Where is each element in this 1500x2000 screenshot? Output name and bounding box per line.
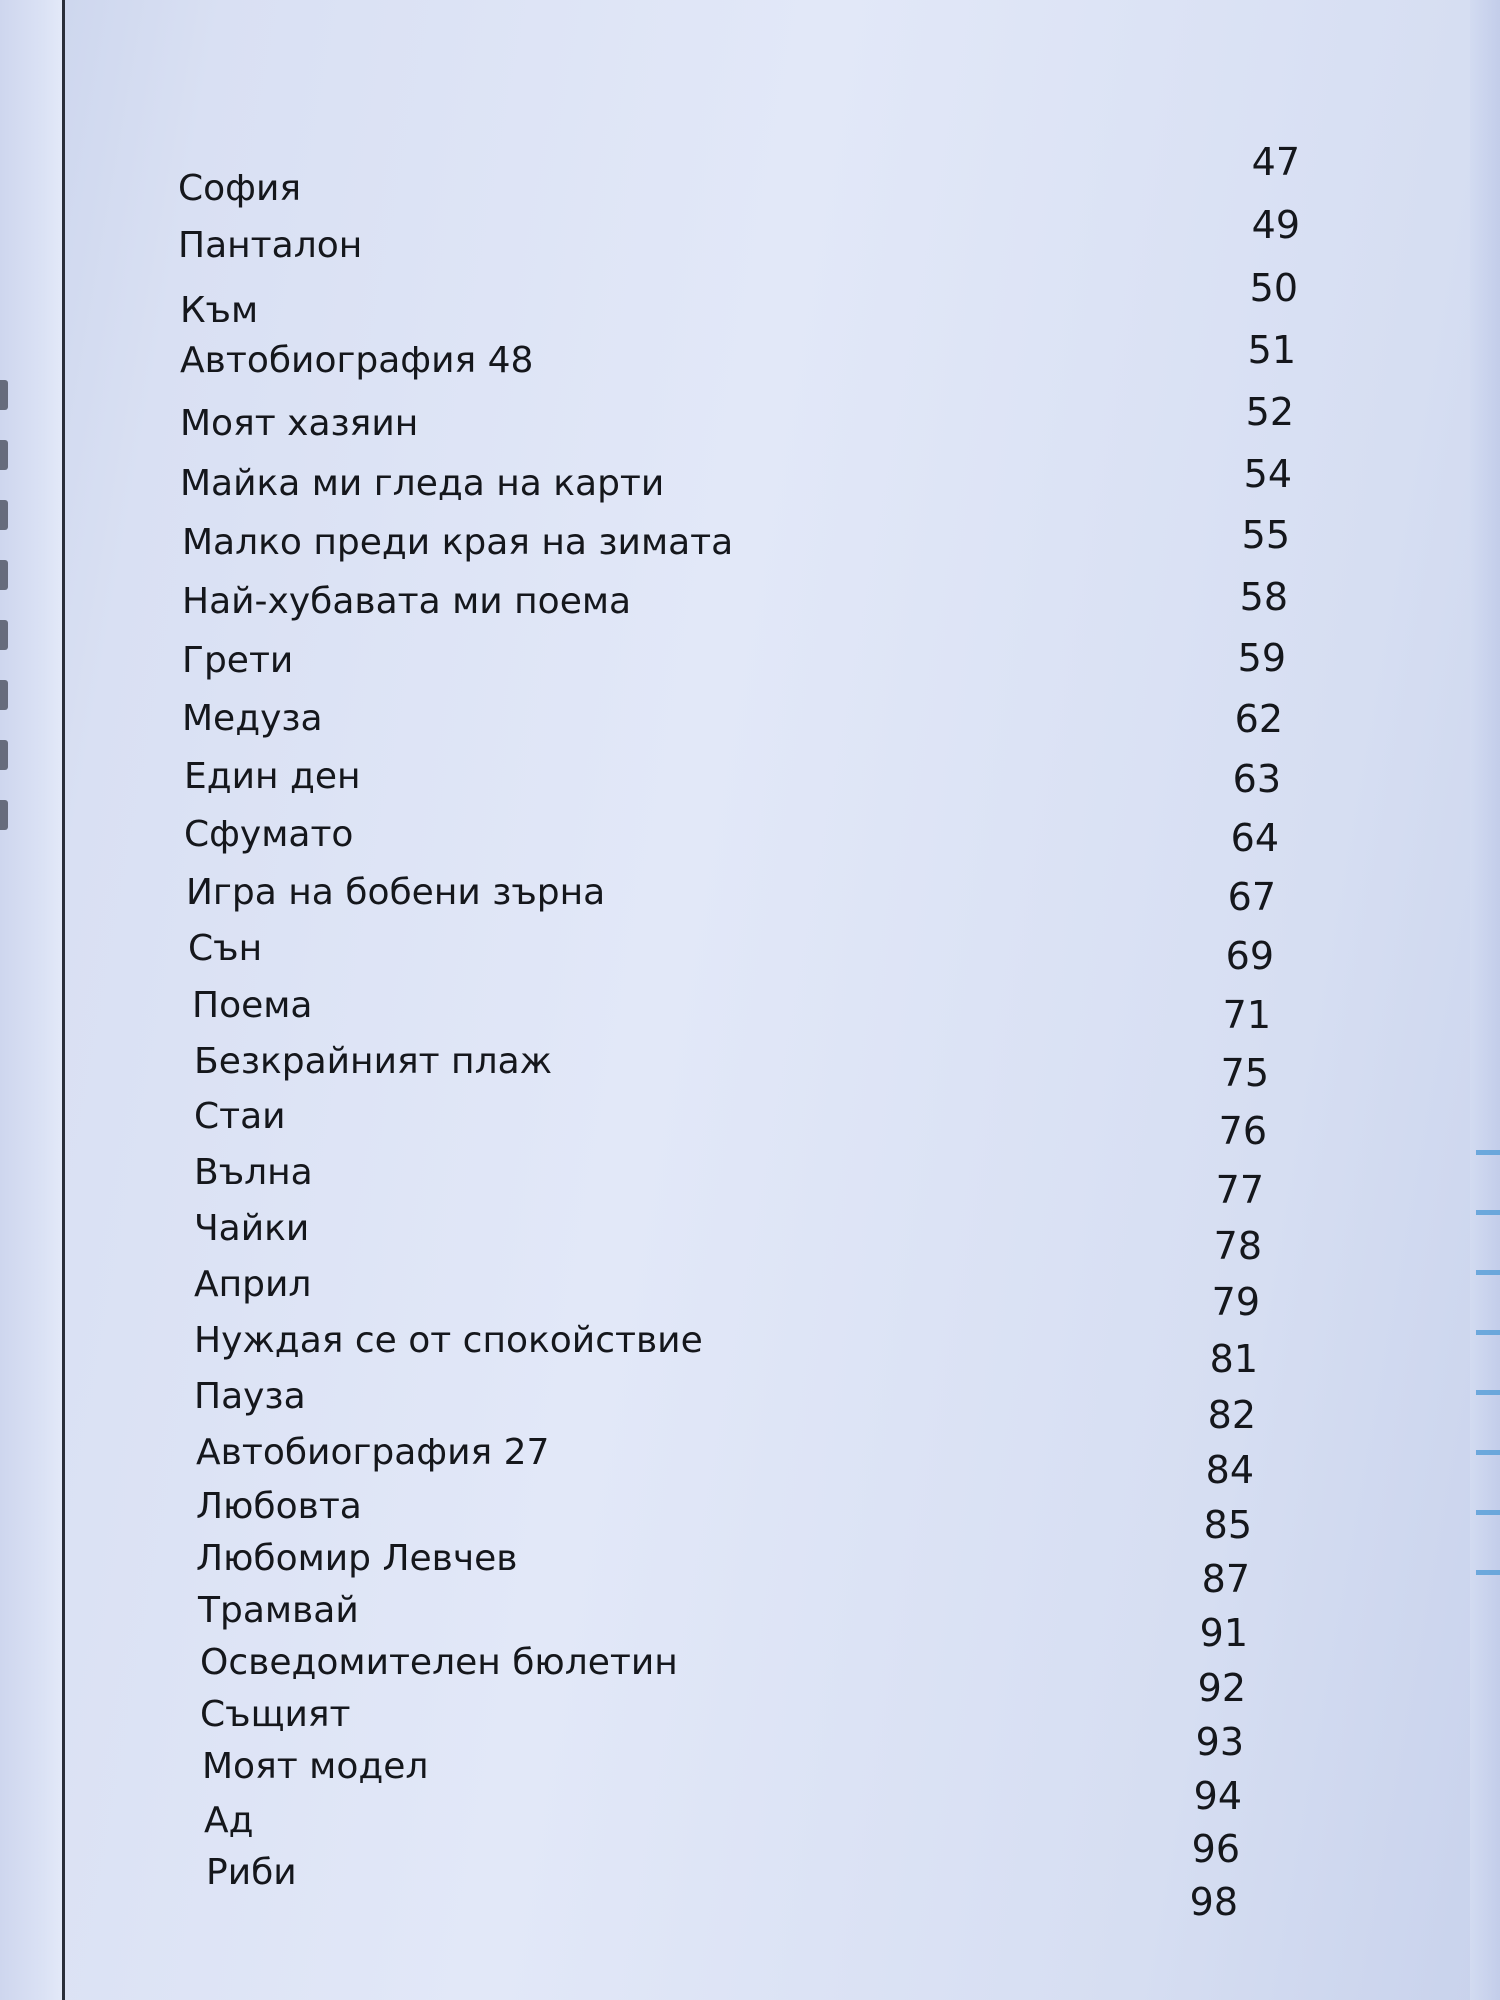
toc-entry-title: Вълна [194, 1152, 313, 1193]
toc-entry-page-number: 94 [1193, 1774, 1242, 1818]
toc-entry-title: Чайки [194, 1208, 310, 1249]
toc-entry-title: Моят хазяин [180, 403, 419, 444]
toc-entry-page-number: 82 [1207, 1393, 1256, 1437]
toc-entry-page-number: 91 [1199, 1611, 1248, 1655]
toc-entry-title: Панталон [178, 225, 363, 266]
toc-entry-title: Сън [188, 928, 263, 969]
toc-entry-title: Пауза [194, 1376, 306, 1417]
toc-entry-page-number: 51 [1247, 328, 1296, 372]
toc-entry-title: Малко преди края на зимата [182, 522, 734, 563]
toc-entry-page-number: 96 [1191, 1827, 1240, 1871]
toc-entry-title: Грети [182, 640, 294, 681]
toc-entry-page-number: 81 [1209, 1337, 1258, 1381]
toc-entry-page-number: 87 [1201, 1557, 1250, 1601]
toc-entry-title: Моят модел [202, 1746, 429, 1787]
toc-entry-page-number: 85 [1203, 1503, 1252, 1547]
toc-entry-page-number: 71 [1222, 993, 1271, 1037]
toc-entry-title: Същият [200, 1694, 351, 1735]
toc-entry-page-number: 67 [1227, 875, 1276, 919]
toc-entry-title: Стаи [194, 1096, 286, 1137]
toc-entry-page-number: 64 [1230, 816, 1279, 860]
toc-entry-title: Нуждая се от спокойствие [194, 1320, 703, 1361]
toc-entry-page-number: 49 [1251, 203, 1300, 247]
toc-entry-page-number: 69 [1225, 934, 1274, 978]
toc-entry-page-number: 52 [1245, 390, 1294, 434]
toc-entry-page-number: 58 [1239, 575, 1288, 619]
toc-entry-title: Любомир Левчев [196, 1538, 518, 1579]
toc-entry-title: Осведомителен бюлетин [200, 1642, 678, 1683]
toc-entry-page-number: 93 [1195, 1720, 1244, 1764]
toc-entry-page-number: 76 [1218, 1109, 1267, 1153]
toc-entry-title: Най-хубавата ми поема [182, 581, 632, 622]
toc-entry-page-number: 79 [1211, 1280, 1260, 1324]
toc-entry-title: Към [180, 290, 259, 331]
toc-entry-title: Ад [204, 1800, 254, 1841]
toc-entry-title: Медуза [182, 698, 323, 739]
toc-entry-title: Риби [206, 1852, 297, 1893]
toc-entry-title: Автобиография 27 [196, 1432, 550, 1473]
toc-entry-page-number: 77 [1215, 1168, 1264, 1212]
toc-entry-page-number: 47 [1251, 140, 1300, 184]
toc-entry-title: Майка ми гледа на карти [180, 463, 665, 504]
toc-entry-page-number: 50 [1249, 266, 1298, 310]
toc-entry-title: Сфумато [184, 814, 354, 855]
toc-entry-page-number: 75 [1220, 1051, 1269, 1095]
toc-entry-page-number: 84 [1205, 1448, 1254, 1492]
toc-entry-title: Любовта [196, 1486, 362, 1527]
toc-entry-title: Поема [192, 985, 313, 1026]
toc-entry-page-number: 59 [1237, 636, 1286, 680]
toc-entry-page-number: 55 [1241, 513, 1290, 557]
toc-entry-page-number: 92 [1197, 1666, 1246, 1710]
toc-entry-page-number: 54 [1243, 452, 1292, 496]
toc-entry-title: Трамвай [198, 1590, 359, 1631]
toc-entry-title: Безкрайният плаж [194, 1041, 553, 1082]
toc-entry-title: Един ден [184, 756, 361, 797]
toc-entry-title: Април [194, 1264, 312, 1305]
toc-entry-page-number: 62 [1234, 697, 1283, 741]
toc-entry-title: Автобиография 48 [180, 340, 534, 381]
toc-entry-title: Игра на бобени зърна [186, 872, 606, 913]
toc-entry-page-number: 63 [1232, 757, 1281, 801]
toc-entry-title: София [178, 168, 301, 209]
toc-entry-page-number: 98 [1189, 1880, 1238, 1924]
toc-entry-page-number: 78 [1213, 1224, 1262, 1268]
